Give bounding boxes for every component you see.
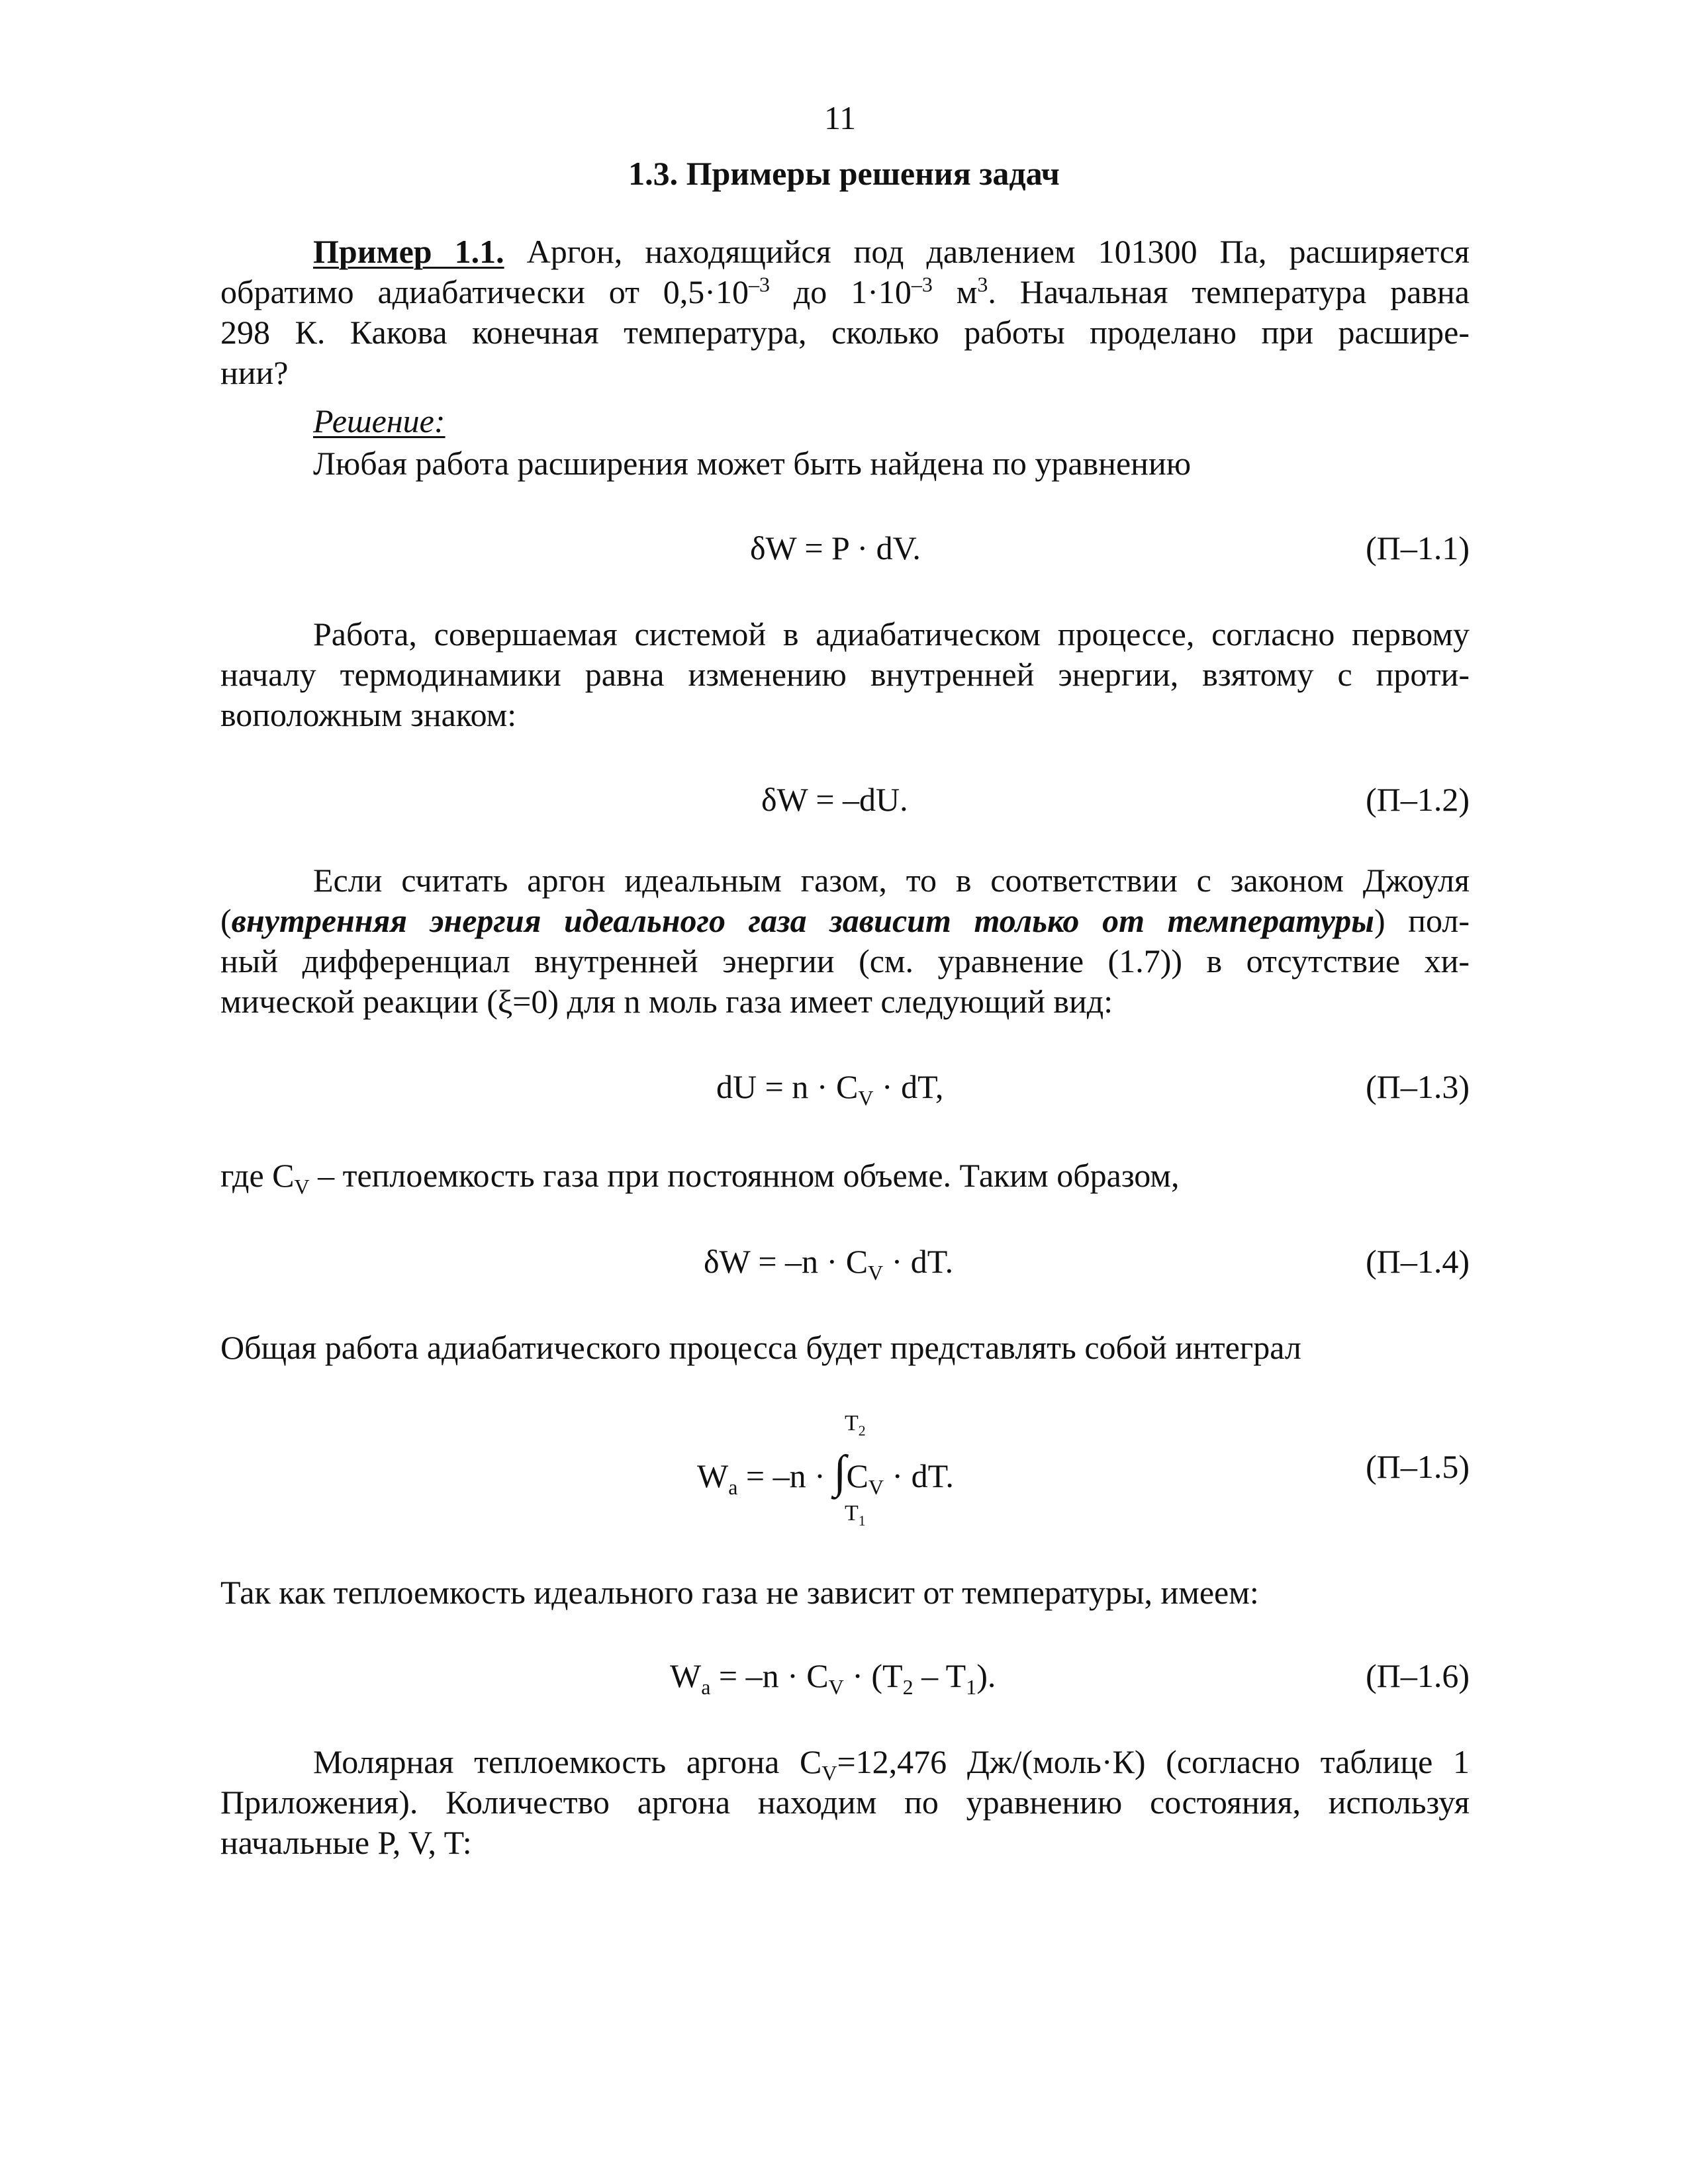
paragraph-7 [220,1742,1470,1863]
eq6-b: · (T [843,1657,903,1694]
subscript: a [701,1675,711,1699]
eq6-m: – T [913,1657,966,1694]
example-label: Пример 1.1. [313,233,504,270]
eq5-w: W [697,1457,729,1494]
eq5-a: = –n · [737,1457,834,1494]
eq3-b: · dT, [873,1068,944,1105]
example-l2-c: м [932,273,978,310]
example-l2-b: до 1·10 [769,273,912,310]
equation-1-2: δW = –dU. [761,781,908,818]
p2-line-2: началу термодинамики равна изменению внутренней энергии, взятому с проти- [220,656,1470,693]
eq6-a: = –n · C [710,1657,829,1694]
equation-number-1-2: (П–1.2) [1366,781,1470,818]
p3-line-2 [220,901,1470,941]
equation-1-1: δW = P · dV. [750,529,921,567]
subscript: V [868,1475,884,1499]
equation-number-1-3: (П–1.3) [1366,1068,1470,1105]
example-line-3: 298 К. Какова конечная температура, сколько работы проделано при расшире- [220,314,1470,351]
eq6-w: W [670,1657,702,1694]
eq5-b: · dT. [883,1457,954,1494]
equation-1-4 [704,1242,954,1285]
subscript: 1 [966,1675,977,1699]
p7-line-1 [220,1742,1470,1785]
solution-label: Решение: [313,402,445,439]
example-line-4: нии? [220,354,289,391]
integral-upper-limit [845,1410,866,1437]
p4-a: где C [220,1157,295,1194]
subscript: V [868,1261,884,1285]
upper-limit-t: T [845,1411,859,1435]
eq4-a: δW = –n · C [704,1243,868,1280]
paragraph-1: Любая работа расширения может быть найдена по уравнению [313,445,1192,482]
example-l2-a: обратимо адиабатически от 0,5·10 [220,273,749,310]
p3-line-4: мической реакции (ξ=0) для n моль газа имеет следующий вид: [220,983,1113,1020]
eq5-c: C [846,1457,868,1494]
equation-1-5 [697,1447,954,1499]
paragraph-3 [220,860,1470,1022]
exponent: –3 [911,272,933,296]
subscript: 2 [902,1675,914,1699]
eq4-b: · dT. [883,1243,954,1280]
section-title: 1.3. Примеры решения задач [628,155,1060,192]
equation-1-3 [716,1067,944,1110]
p7-line-2: Приложения). Количество аргона находим по уравнению состояния, используя [220,1784,1470,1821]
equation-number-1-4: (П–1.4) [1366,1243,1470,1280]
example-line-1-text: Аргон, находящийся под давлением 101300 Па, расширяется [504,233,1470,270]
equation-1-6 [670,1656,996,1699]
paragraph-2 [220,614,1470,735]
paragraph-5: Общая работа адиабатического процесса будет представлять собой интеграл [220,1329,1301,1366]
subscript: V [821,1761,837,1785]
integral-lower-limit [845,1500,866,1527]
exponent: 3 [977,272,988,296]
p2-line-1: Работа, совершаемая системой в адиабатическом процессе, согласно первому [313,615,1470,653]
p2-line-3: воположным знаком: [220,696,517,733]
p7-l1-a: Молярная теплоемкость аргона C [313,1743,822,1780]
example-statement [220,232,1470,393]
paragraph-6: Так как теплоемкость идеального газа не зависит от температуры, имеем: [220,1574,1259,1611]
p7-line-3: начальные P, V, T: [220,1824,472,1861]
p3-line-1: Если считать аргон идеальным газом, то в соответствии с законом Джоуля [313,862,1470,899]
p7-l1-b: =12,476 Дж/(моль·К) (согласно таблице 1 [837,1743,1470,1780]
p4-b: – теплоемкость газа при постоянном объеме. Таким образом, [309,1157,1180,1194]
paragraph-4 [220,1156,1180,1199]
p3-line-3: ный дифференциал внутренней энергии (см. уравнение (1.7)) в отсутствие хи- [220,942,1470,979]
page-number: 11 [824,99,857,136]
subscript: 2 [858,1422,866,1439]
subscript: V [294,1175,310,1199]
p3-open-paren: ( [220,902,232,939]
p3-close: ) пол- [1374,902,1470,939]
example-line-1 [220,232,1470,272]
equation-number-1-5: (П–1.5) [1366,1448,1470,1485]
eq3-a: dU = n · C [716,1068,859,1105]
example-l2-d: . Начальная температура равна [988,273,1470,310]
exponent: –3 [748,272,770,296]
subscript: V [828,1675,844,1699]
lower-limit-t: T [845,1501,859,1525]
subscript: a [728,1475,738,1499]
example-line-2 [220,272,1470,312]
p3-emphasis: внутренняя энергия идеального газа зависит только от температуры [231,902,1374,939]
equation-number-1-1: (П–1.1) [1366,529,1470,567]
subscript: V [858,1086,874,1110]
subscript: 1 [858,1512,866,1529]
eq6-e: ). [976,1657,996,1694]
integral-sign: ∫ [833,1447,847,1498]
equation-number-1-6: (П–1.6) [1366,1657,1470,1694]
